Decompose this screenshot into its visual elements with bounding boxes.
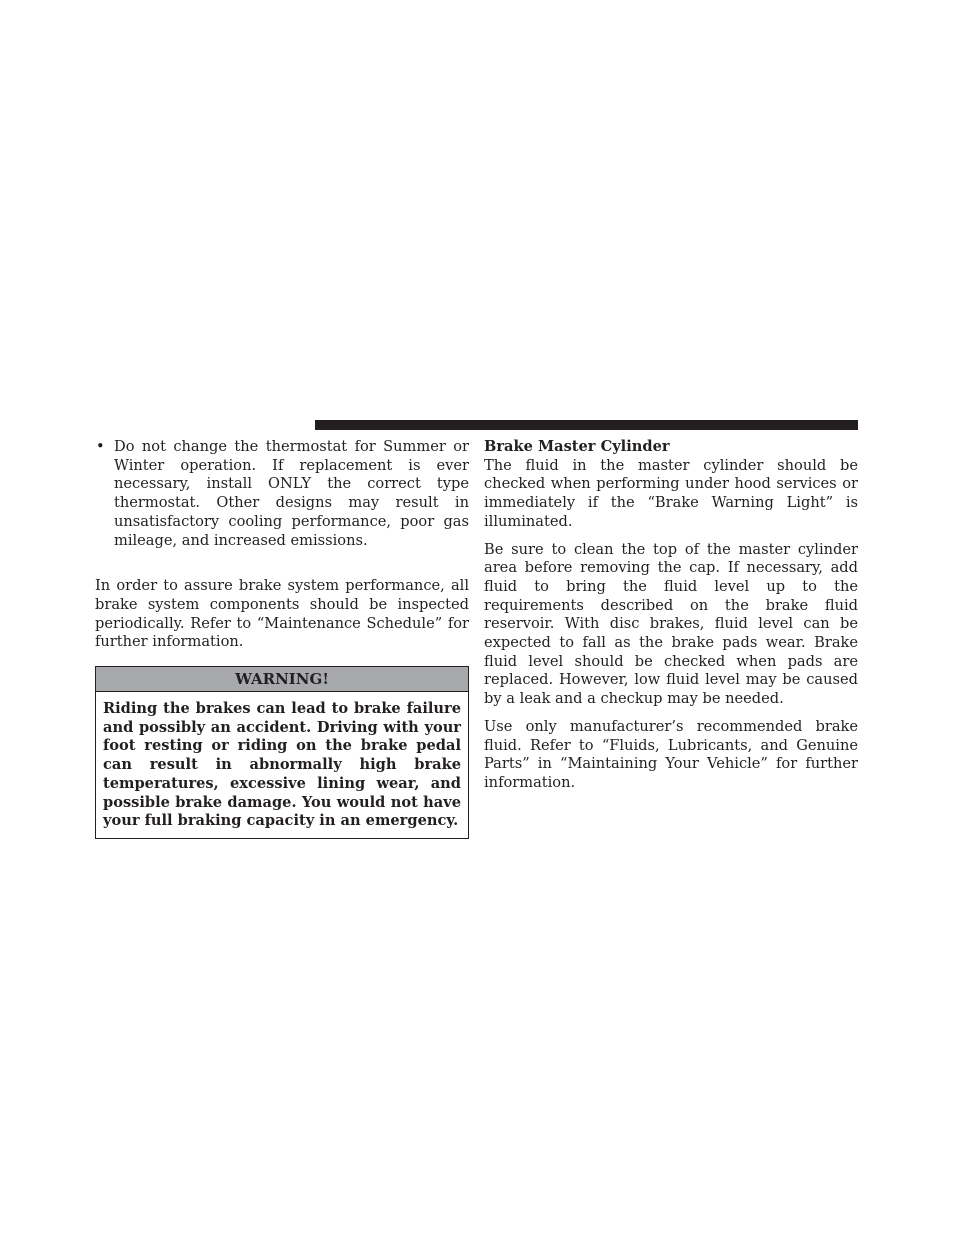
thermostat-bullet-text: Do not change the thermostat for Summer or Winter operation. If replacement is ever necessary, install ONLY the correct type thermostat. Other designs may result in unsatisfactory cooling performance, poor gas mileage, and increased emissions.	[114, 438, 469, 549]
master-cylinder-paragraph-3: Use only manufacturer’s recommended brake fluid. Refer to “Fluids, Lubricants, and Genuine Parts” in “Maintaining Your Vehicle” for further information.	[484, 717, 858, 791]
header-rule-bar	[315, 420, 858, 430]
master-cylinder-paragraph-1: The fluid in the master cylinder should be checked when performing under hood services or immediately if the “Brake Warning Light” is illuminated.	[484, 456, 858, 530]
warning-box	[95, 666, 469, 839]
brake-system-paragraph: In order to assure brake system performance, all brake system components should be inspected periodically. Refer to “Maintenance Schedule” for further information.	[95, 577, 469, 651]
master-cylinder-paragraph-2: Be sure to clean the top of the master cylinder area before removing the cap. If necessary, add fluid to bring the fluid level up to the requirements described on the brake fluid reservoir. With disc brakes, fluid level can be expected to fall as the brake pads wear. Brake fluid level should be checked when pads are replaced. However, low fluid level may be caused by a leak and a checkup may be needed.	[484, 540, 858, 708]
list-item	[95, 438, 469, 550]
bullet-icon: •	[96, 438, 105, 455]
warning-title: WARNING!	[96, 667, 468, 692]
left-column	[95, 438, 469, 839]
section-title: Brake Master Cylinder	[484, 438, 670, 455]
warning-body: Riding the brakes can lead to brake failure and possibly an accident. Driving with your foot resting or riding on the brake pedal can result in abnormally high brake temperatures, excessive lining wear, and possible brake damage. You would not have your full braking capacity in an emergency.	[103, 700, 461, 830]
right-column	[484, 438, 858, 793]
